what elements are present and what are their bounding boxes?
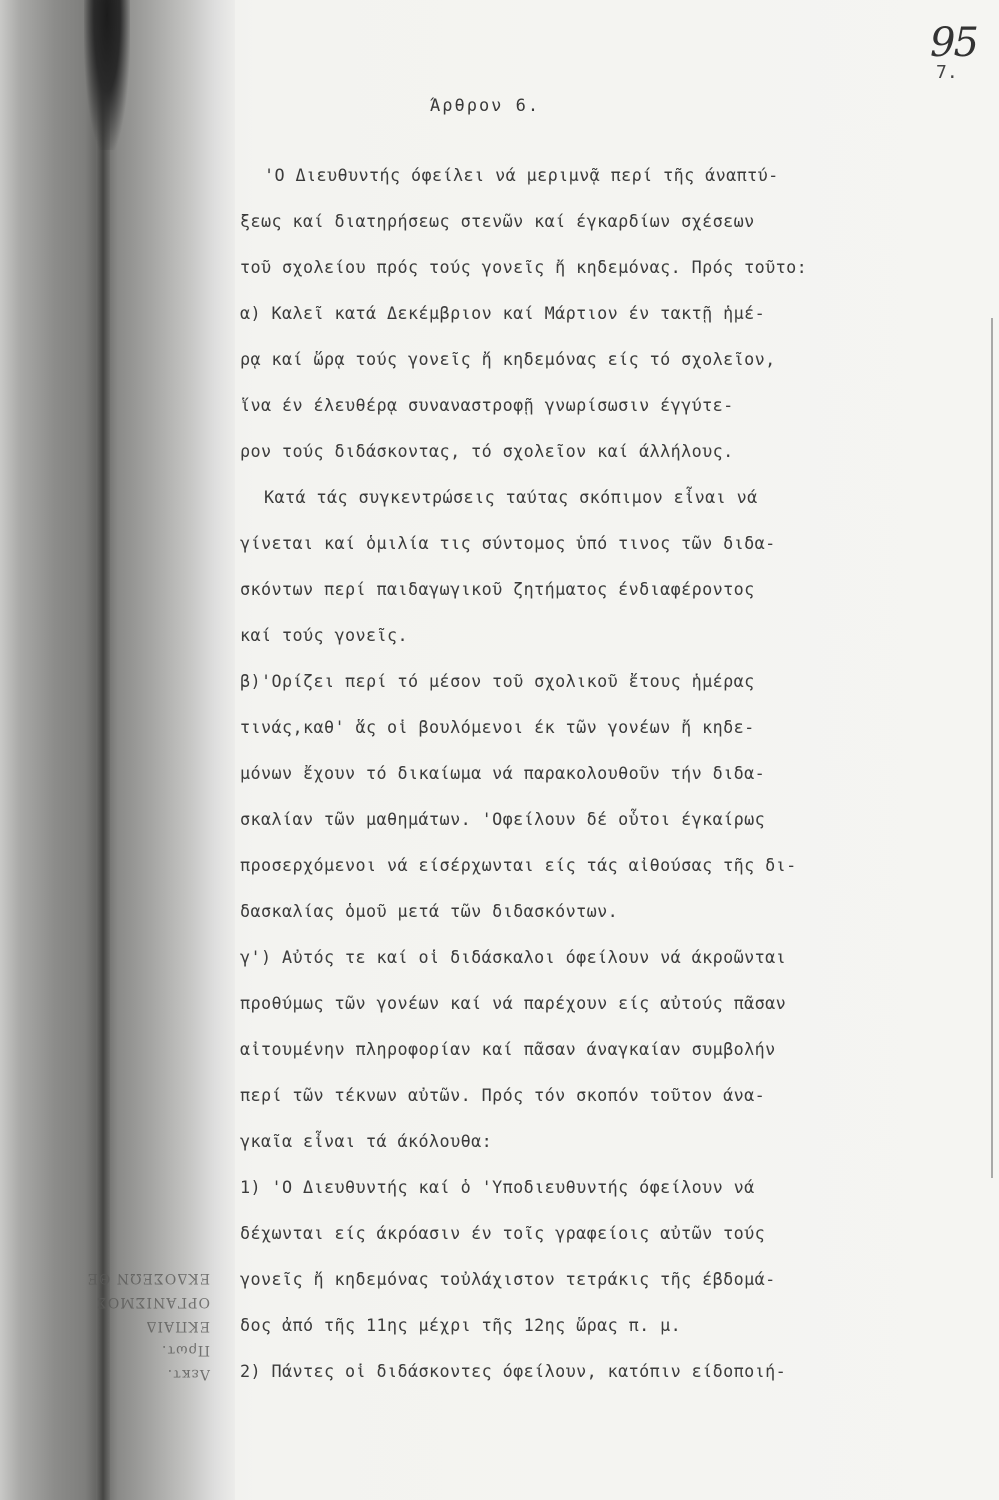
- text-line: Κατά τάς συγκεντρώσεις ταύτας σκόπιμον εἶναι νά: [264, 487, 758, 507]
- text-line: μόνων ἔχουν τό δικαίωμα νά παρακολουθοῦν τήν διδα-: [240, 763, 766, 783]
- bleed-line: ΕΚΠΑΙΔ: [145, 1318, 210, 1334]
- text-line: δος ἀπό τῆς 11ης μέχρι τῆς 12ης ὥρας π. μ.: [240, 1315, 682, 1335]
- article-body: [240, 152, 990, 1394]
- text-line: 'Ο Διευθυντής όφείλει νά μεριμνᾷ περί τῆς άναπτύ-: [264, 165, 779, 185]
- text-line: γκαῖα εἶναι τά άκόλουθα:: [240, 1131, 493, 1151]
- text-line: προσερχόμενοι νά είσέρχωνται είς τάς αἰθούσας τῆς δι-: [240, 855, 797, 875]
- text-line: δασκαλίας ὁμοῦ μετά τῶν διδασκόντων.: [240, 901, 619, 921]
- text-line: ρον τούς διδάσκοντας, τό σχολεῖον καί άλλήλους.: [240, 441, 734, 461]
- article-title: Άρθρον 6.: [430, 96, 541, 116]
- text-line: ἵνα έν έλευθέρᾳ συναναστροφῇ γνωρίσωσιν έγγύτε-: [240, 395, 734, 415]
- text-line: περί τῶν τέκνων αὐτῶν. Πρός τόν σκοπόν τοῦτον άνα-: [240, 1085, 766, 1105]
- text-line: 1) 'Ο Διευθυντής καί ὁ 'Υποδιευθυντής όφείλουν νά: [240, 1177, 755, 1197]
- bleed-line: ΕΚΔΟΣΕΩΝ ΘΕ: [86, 1270, 210, 1286]
- text-line: γίνεται καί ὁμιλία τις σύντομος ὑπό τινος τῶν διδα-: [240, 533, 776, 553]
- bleed-line: ΟΡΓΑΝΙΣΜΟΣ: [95, 1294, 210, 1310]
- text-line: καί τούς γονεῖς.: [240, 625, 409, 645]
- gutter-bleed-through-text: [20, 1130, 210, 1390]
- text-line: σκόντων περί παιδαγωγικοῦ ζητήματος ένδιαφέροντος: [240, 579, 755, 599]
- text-line: προθύμως τῶν γονέων καί νά παρέχουν είς αὐτούς πᾶσαν: [240, 993, 787, 1013]
- text-line: δέχωνται είς άκρόασιν έν τοῖς γραφείοις αὐτῶν τούς: [240, 1223, 766, 1243]
- text-line: β)'Ορίζει περί τό μέσον τοῦ σχολικοῦ ἔτους ἡμέρας: [240, 671, 755, 691]
- handwritten-page-number: 95: [930, 20, 977, 66]
- text-line: α) Καλεῖ κατά Δεκέμβριον καί Μάρτιον έν τακτῇ ἡμέ-: [240, 303, 766, 323]
- text-line: 2) Πάντες οἱ διδάσκοντες όφείλουν, κατόπιν είδοποιή-: [240, 1361, 787, 1381]
- text-line: αἰτουμένην πληροφορίαν καί πᾶσαν άναγκαίαν συμβολήν: [240, 1039, 776, 1059]
- text-line: τοῦ σχολείου πρός τούς γονεῖς ἤ κηδεμόνας. Πρός τοῦτο:: [240, 257, 808, 277]
- text-line: γ') Αὐτός τε καί οἱ διδάσκαλοι όφείλουν νά άκροῶνται: [240, 947, 787, 967]
- text-line: ξεως καί διατηρήσεως στενῶν καί έγκαρδίων σχέσεων: [240, 211, 755, 231]
- text-line: τινάς,καθ' ἅς οἱ βουλόμενοι έκ τῶν γονέων ἤ κηδε-: [240, 717, 755, 737]
- bleed-line: Λεκτ.: [166, 1366, 210, 1382]
- text-line: σκαλίαν τῶν μαθημάτων. 'Οφείλουν δέ οὗτοι έγκαίρως: [240, 809, 766, 829]
- text-line: ρᾳ καί ὥρᾳ τούς γονεῖς ἤ κηδεμόνας είς τό σχολεῖον,: [240, 349, 776, 369]
- bleed-line: Πρωτ.: [160, 1342, 210, 1358]
- text-line: γονεῖς ἤ κηδεμόνας τοὐλάχιστον τετράκις τῆς έβδομά-: [240, 1269, 776, 1289]
- margin-line: [991, 318, 993, 1178]
- typed-page-number: 7.: [936, 62, 958, 83]
- gutter-ink-stain: [84, 0, 130, 150]
